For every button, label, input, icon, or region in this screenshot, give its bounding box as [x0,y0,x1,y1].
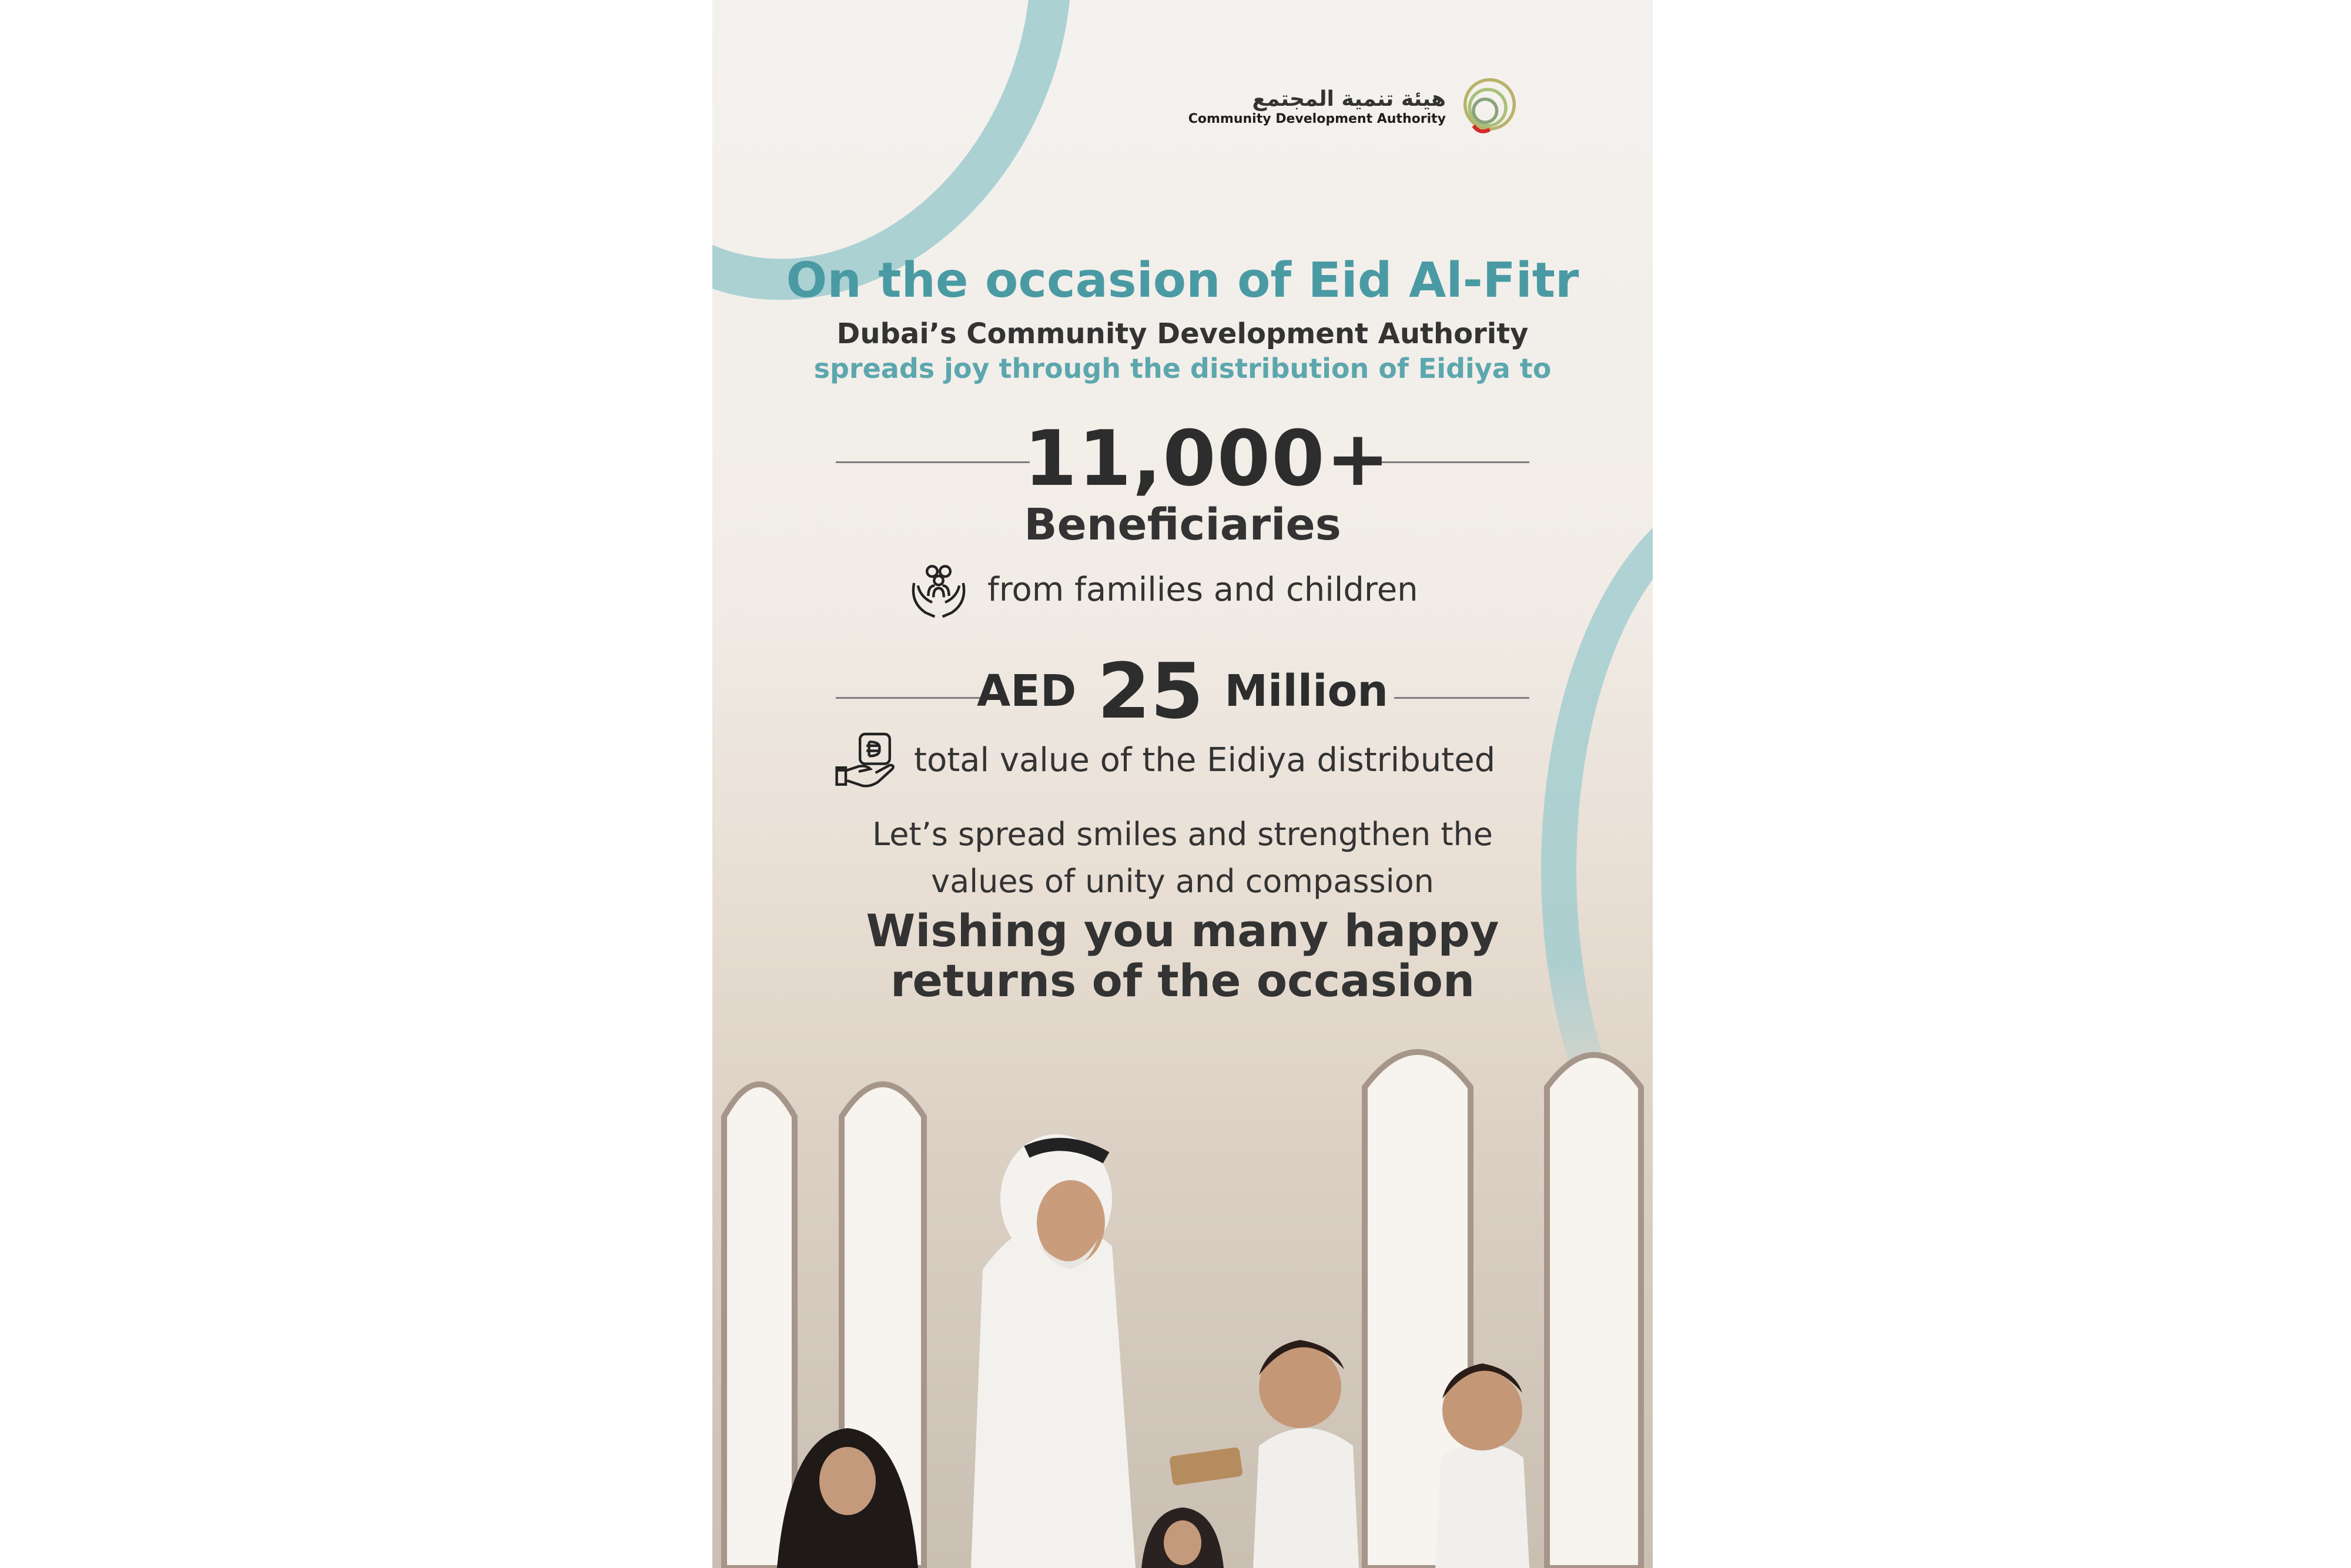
value-detail: total value of the Eidiya distributed [914,741,1496,779]
cda-logo [1188,75,1519,140]
message-line-1: Let’s spread smiles and strengthen the [872,816,1493,853]
logo-arabic-text: هيئة تنمية المجتمع [1252,87,1446,111]
headline-title: On the occasion of Eid Al-Fitr [786,253,1579,309]
value-unit: Million [1224,666,1388,716]
wish-line-2: returns of the occasion [890,954,1475,1007]
headline-line-1: Dubai’s Community Development Authority [836,317,1529,350]
eidiya-value [712,646,1653,736]
divider-left-1 [836,461,1030,463]
beneficiaries-number: 11,000+ [1024,414,1391,503]
hands-family-icon [906,557,971,622]
value-detail-row [833,728,1495,792]
wish-line-1: Wishing you many happy [866,904,1499,957]
beneficiaries-detail: from families and children [987,570,1418,609]
beneficiaries-count [1024,411,1391,505]
beneficiaries-detail-row [906,557,1418,622]
eid-poster [712,0,1653,1568]
eid-family-photo [712,964,1653,1568]
logo-english-text: Community Development Authority [1188,112,1446,126]
cda-emblem-icon [1454,75,1519,140]
message-line-2: values of unity and compassion [931,863,1434,900]
value-number-wrap [1097,646,1204,736]
beneficiaries-label: Beneficiaries [1024,500,1341,550]
divider-right-1 [1369,461,1529,463]
value-number: 25 [1097,646,1204,736]
value-currency: AED [977,666,1077,716]
hand-money-icon [833,728,897,792]
headline-line-2: spreads joy through the distribution of Eidiya to [813,353,1552,384]
